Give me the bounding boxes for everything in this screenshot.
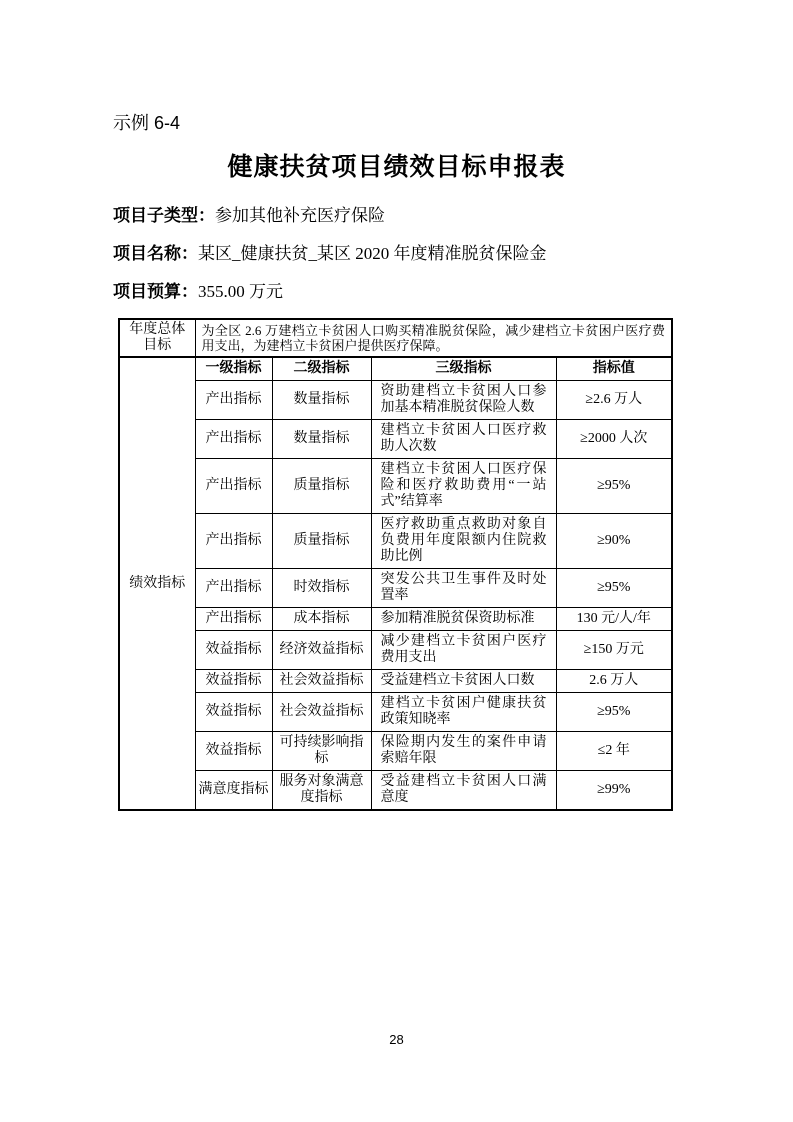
page-title: 健康扶贫项目绩效目标申报表 (227, 154, 566, 181)
indicator-value-cell: ≥2.6 万人 (556, 381, 672, 420)
level2-cell: 社会效益指标 (272, 693, 371, 732)
performance-table-container (118, 318, 673, 811)
level1-cell: 效益指标 (195, 670, 272, 693)
annual-goal-row (119, 319, 672, 357)
indicator-value-cell: ≥95% (556, 569, 672, 608)
level3-cell: 建档立卡贫困人口医疗救助人次数 (371, 420, 556, 459)
level2-cell: 时效指标 (272, 569, 371, 608)
indicator-value-cell: ≥99% (556, 771, 672, 811)
level2-cell: 经济效益指标 (272, 631, 371, 670)
level1-cell: 产出指标 (195, 514, 272, 569)
level3-cell: 医疗救助重点救助对象自负费用年度限额内住院救助比例 (371, 514, 556, 569)
performance-label-cell: 绩效指标 (119, 357, 195, 810)
indicator-value-cell: ≤2 年 (556, 732, 672, 771)
field-project-name-label: 项目名称： (113, 244, 198, 263)
level1-cell: 效益指标 (195, 732, 272, 771)
field-project-subtype-value: 参加其他补充医疗保险 (215, 206, 385, 225)
indicator-value-cell: ≥95% (556, 459, 672, 514)
level3-cell: 突发公共卫生事件及时处置率 (371, 569, 556, 608)
level2-cell: 可持续影响指标 (272, 732, 371, 771)
field-project-budget (113, 280, 713, 303)
indicator-row (119, 771, 672, 811)
level1-cell: 产出指标 (195, 608, 272, 631)
level1-cell: 效益指标 (195, 631, 272, 670)
indicator-row (119, 459, 672, 514)
field-project-subtype-label: 项目子类型： (113, 206, 215, 225)
annual-goal-label-cell: 年度总体目标 (119, 319, 195, 357)
field-project-name (113, 242, 713, 265)
level2-cell: 质量指标 (272, 459, 371, 514)
level1-cell: 产出指标 (195, 381, 272, 420)
page-number: 28 (389, 1032, 404, 1047)
indicator-value-cell: ≥95% (556, 693, 672, 732)
header-level1: 一级指标 (195, 357, 272, 381)
header-level2: 二级指标 (272, 357, 371, 381)
level1-cell: 产出指标 (195, 569, 272, 608)
header-level3: 三级指标 (371, 357, 556, 381)
level2-cell: 质量指标 (272, 514, 371, 569)
example-label: 示例 6-4 (113, 113, 181, 133)
indicator-header-row (119, 357, 672, 381)
level3-cell: 受益建档立卡贫困人口满意度 (371, 771, 556, 811)
level3-cell: 参加精准脱贫保资助标准 (371, 608, 556, 631)
indicator-value-cell: 2.6 万人 (556, 670, 672, 693)
field-project-budget-value: 355.00 万元 (198, 282, 283, 301)
field-project-name-value: 某区_健康扶贫_某区 2020 年度精准脱贫保险金 (198, 244, 547, 263)
level2-cell: 社会效益指标 (272, 670, 371, 693)
field-project-budget-label: 项目预算： (113, 282, 198, 301)
indicator-value-cell: 130 元/人/年 (556, 608, 672, 631)
project-fields (113, 204, 713, 318)
field-project-subtype (113, 204, 713, 227)
level1-cell: 满意度指标 (195, 771, 272, 811)
annual-goal-text-cell: 为全区 2.6 万建档立卡贫困人口购买精准脱贫保险，减少建档立卡贫困户医疗费用支出，为建档立卡贫困户提供医疗保障。 (195, 319, 672, 357)
indicator-row (119, 381, 672, 420)
level3-cell: 减少建档立卡贫困户医疗费用支出 (371, 631, 556, 670)
level3-cell: 资助建档立卡贫困人口参加基本精准脱贫保险人数 (371, 381, 556, 420)
indicator-value-cell: ≥90% (556, 514, 672, 569)
indicator-row (119, 569, 672, 608)
level3-cell: 建档立卡贫困人口医疗保险和医疗救助费用“一站式”结算率 (371, 459, 556, 514)
indicator-row (119, 631, 672, 670)
indicator-value-cell: ≥150 万元 (556, 631, 672, 670)
level1-cell: 产出指标 (195, 459, 272, 514)
indicator-row (119, 732, 672, 771)
level3-cell: 建档立卡贫困户健康扶贫政策知晓率 (371, 693, 556, 732)
level1-cell: 产出指标 (195, 420, 272, 459)
performance-target-table (118, 318, 673, 811)
level2-cell: 数量指标 (272, 420, 371, 459)
indicator-value-cell: ≥2000 人次 (556, 420, 672, 459)
header-value: 指标值 (556, 357, 672, 381)
indicator-row (119, 514, 672, 569)
indicator-row (119, 420, 672, 459)
level2-cell: 成本指标 (272, 608, 371, 631)
level1-cell: 效益指标 (195, 693, 272, 732)
level3-cell: 保险期内发生的案件申请索赔年限 (371, 732, 556, 771)
level2-cell: 服务对象满意度指标 (272, 771, 371, 811)
level3-cell: 受益建档立卡贫困人口数 (371, 670, 556, 693)
indicator-row (119, 608, 672, 631)
level2-cell: 数量指标 (272, 381, 371, 420)
indicator-row (119, 670, 672, 693)
indicator-row (119, 693, 672, 732)
